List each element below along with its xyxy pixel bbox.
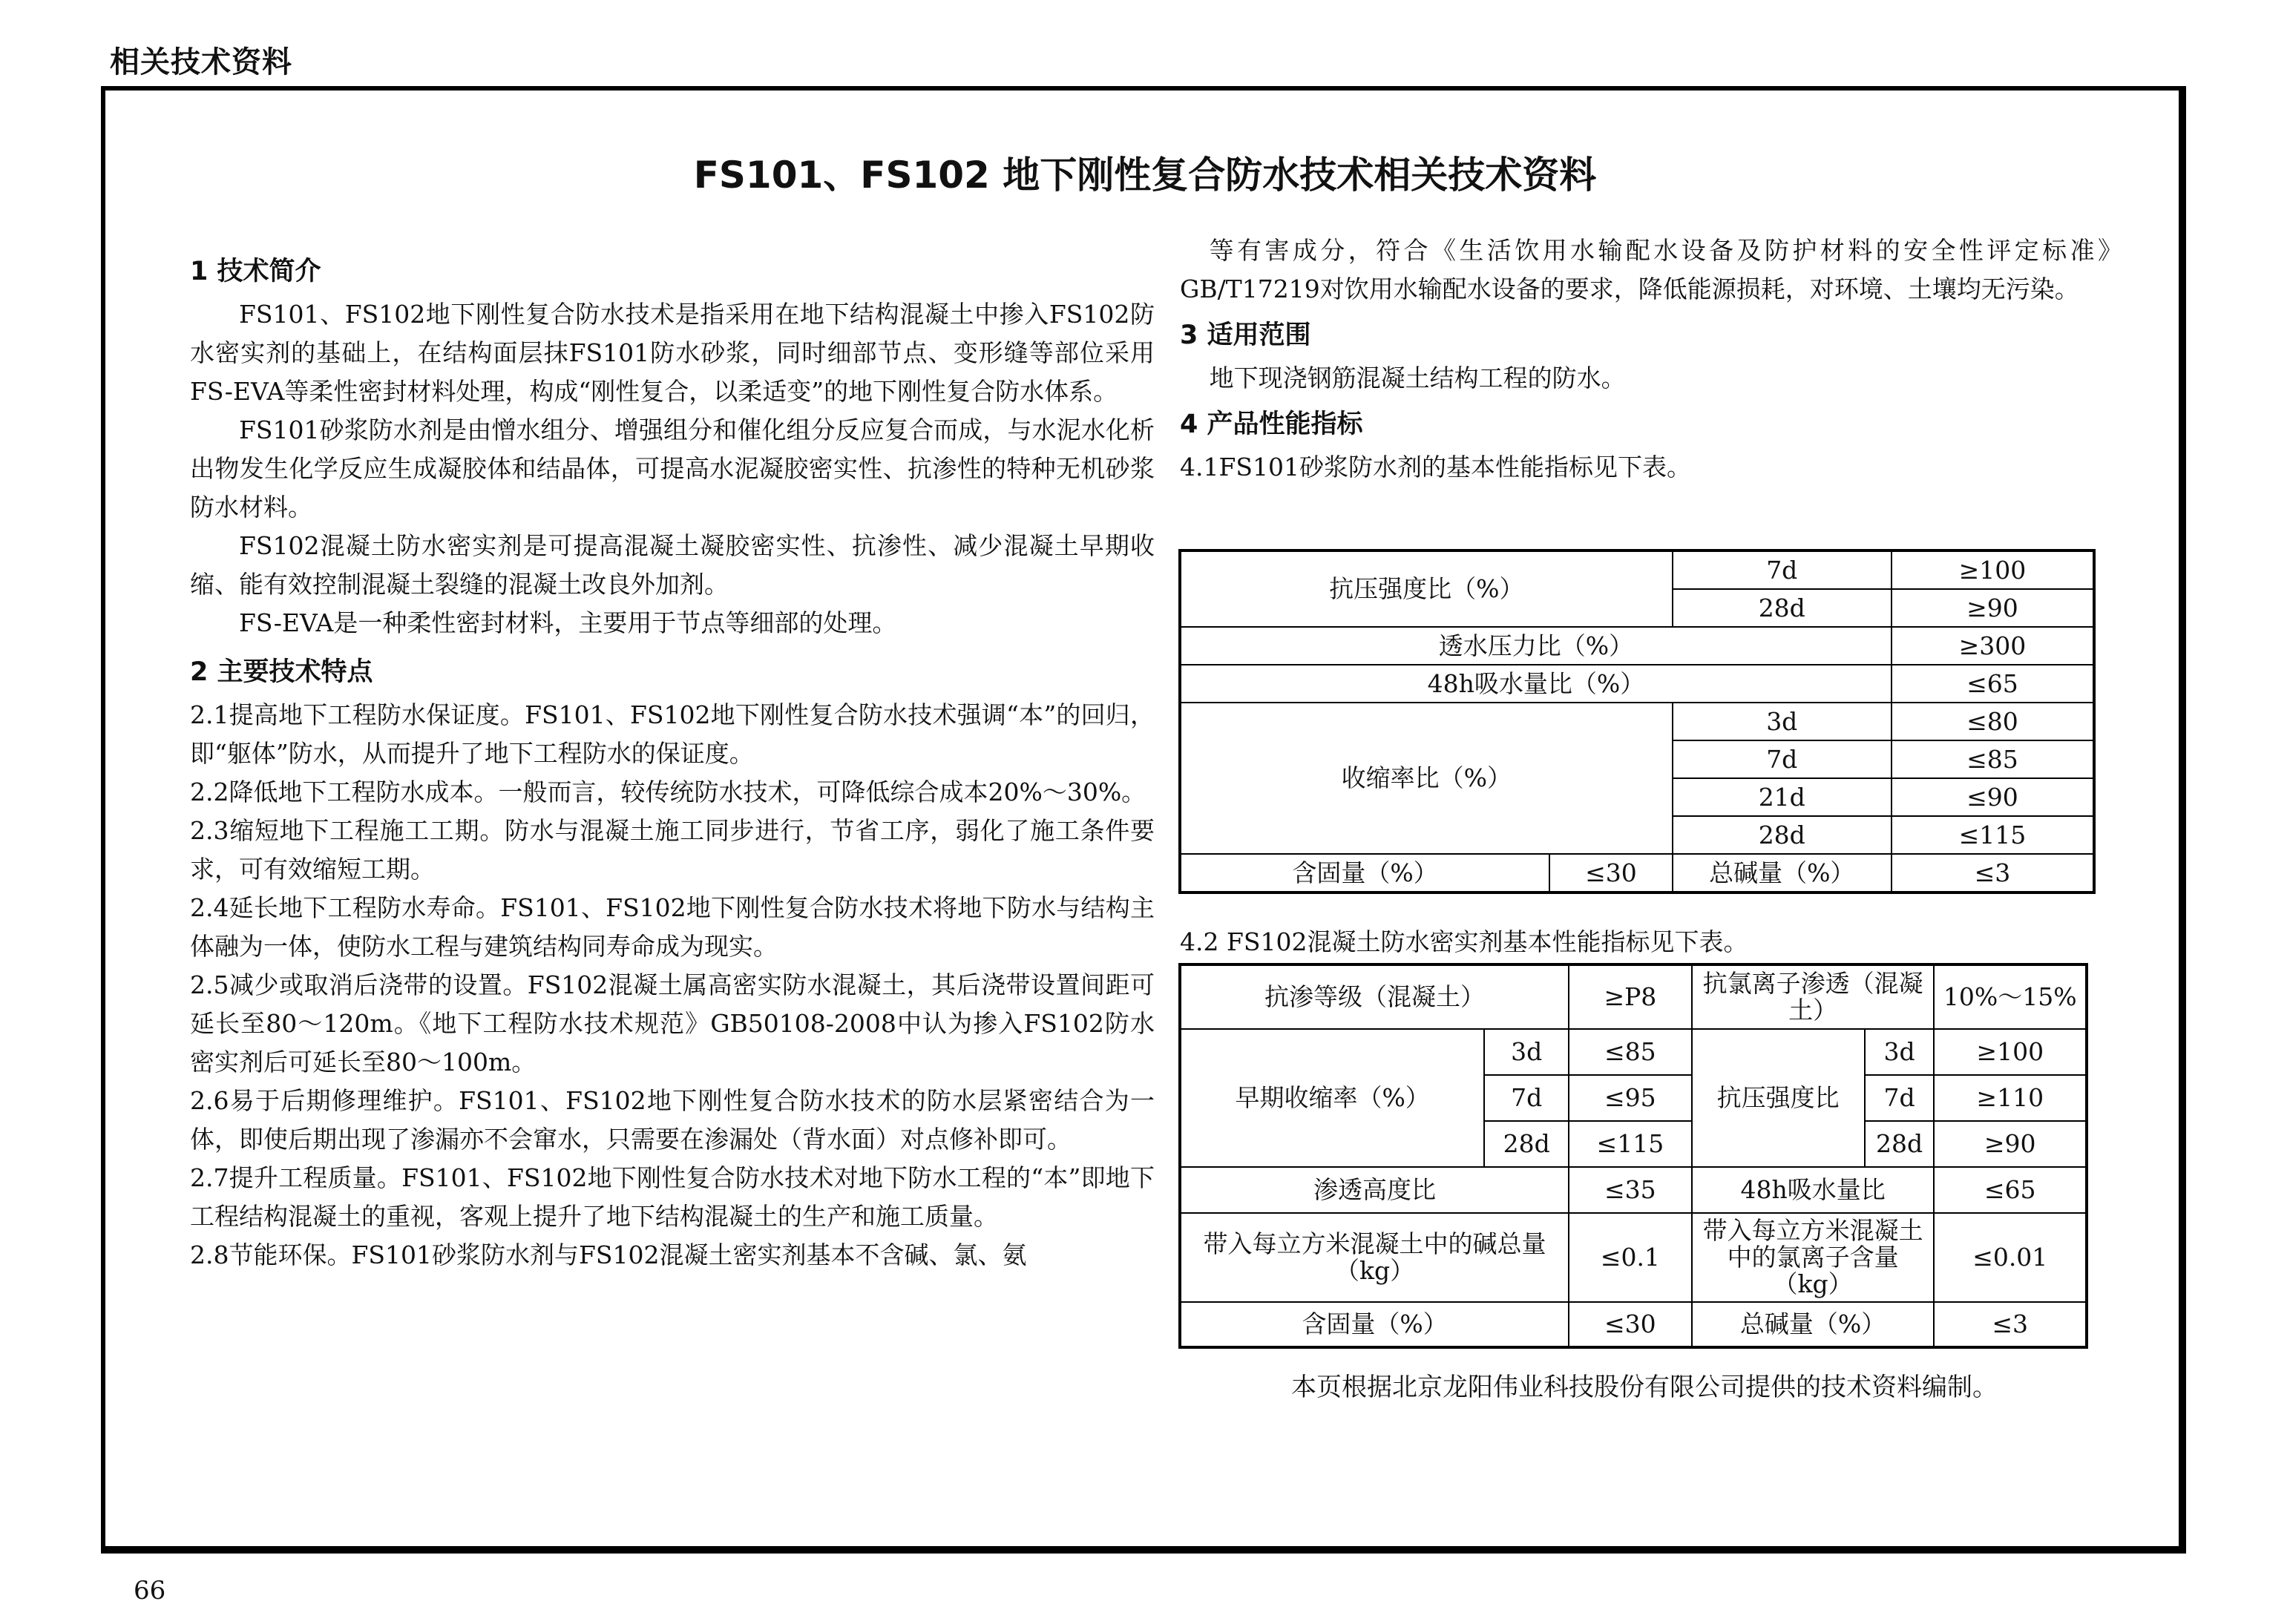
table-row (1180, 854, 2094, 892)
table-cell: 28d (1484, 1121, 1569, 1167)
table-cell: 7d (1673, 550, 1892, 589)
table-cell: ≥300 (1892, 627, 2094, 665)
paragraph: 地下现浇钢筋混凝土结构工程的防水。 (1209, 364, 1626, 392)
table-cell: ≤65 (1892, 665, 2094, 703)
table-cell: ≤95 (1569, 1075, 1692, 1121)
table-cell: ≤80 (1892, 703, 2094, 740)
list-item: 2.2降低地下工程防水成本。一般而言，较传统防水技术，可降低综合成本20%～30%。 (190, 778, 1146, 806)
table-row (1180, 1302, 2087, 1347)
table-cell: ≥110 (1934, 1075, 2087, 1121)
table-cell: 7d (1865, 1075, 1935, 1121)
section-header-label: 相关技术资料 (110, 45, 292, 79)
table-row (1180, 665, 2094, 703)
left-column (190, 245, 1155, 1275)
table-cell: ≤85 (1892, 740, 2094, 778)
fs101-spec-table (1178, 549, 2096, 894)
table-cell: ≤30 (1569, 1302, 1692, 1347)
table-row (1180, 1213, 2087, 1302)
table-cell: 抗压强度比 (1692, 1029, 1865, 1167)
table-cell: ≥P8 (1569, 964, 1692, 1029)
paragraph: FS101砂浆防水剂是由憎水组分、增强组分和催化组分反应复合而成，与水泥水化析出物发生化学反应生成凝胶体和结晶体，可提高水泥凝胶密实性、抗渗性的特种无机砂浆防水材料。 (190, 415, 1155, 522)
table-cell: ≤0.01 (1934, 1213, 2087, 1302)
table-cell: 3d (1865, 1029, 1935, 1075)
section-4-heading: 4 产品性能指标 (1180, 410, 1363, 439)
table-cell: 抗渗等级（混凝土） (1180, 964, 1569, 1029)
table-cell: 总碱量（%） (1692, 1302, 1935, 1347)
paragraph: FS101、FS102地下刚性复合防水技术是指采用在地下结构混凝土中掺入FS102防水密实剂的基础上，在结构面层抹FS101防水砂浆，同时细部节点、变形缝等部位采用FS-EVA等柔性密封材料处理，构成“刚性复合，以柔适变”的地下刚性复合防水体系。 (190, 300, 1155, 406)
table-cell: 21d (1673, 778, 1892, 816)
table-cell: 28d (1865, 1121, 1935, 1167)
list-item: 2.1提高地下工程防水保证度。FS101、FS102地下刚性复合防水技术强调“本”的回归，即“躯体”防水，从而提升了地下工程防水的保证度。 (190, 700, 1155, 768)
section-1-heading: 1 技术简介 (190, 257, 321, 286)
list-item: 2.5减少或取消后浇带的设置。FS102混凝土属高密实防水混凝土，其后浇带设置间距可延长至80～120m。《地下工程防水技术规范》GB50108-2008中认为掺入FS102防水密实剂后可延长至80～100m。 (190, 970, 1155, 1076)
table-cell: 渗透高度比 (1180, 1167, 1569, 1213)
table-cell: ≤115 (1569, 1121, 1692, 1167)
table-row (1180, 1167, 2087, 1213)
table-cell: ≥100 (1934, 1029, 2087, 1075)
table-cell: ≤0.1 (1569, 1213, 1692, 1302)
table-cell: 28d (1673, 589, 1892, 627)
table-cell: 48h吸水量比（%） (1180, 665, 1892, 703)
table-cell: 含固量（%） (1180, 1302, 1569, 1347)
table-row (1180, 627, 2094, 665)
table-cell: 3d (1673, 703, 1892, 740)
table-cell: 10%～15% (1934, 964, 2087, 1029)
paragraph: FS102混凝土防水密实剂是可提高混凝土凝胶密实性、抗渗性、减少混凝土早期收缩、能有效控制混凝土裂缝的混凝土改良外加剂。 (190, 531, 1155, 599)
table-row (1180, 964, 2087, 1029)
list-item: 2.8节能环保。FS101砂浆防水剂与FS102混凝土密实剂基本不含碱、氯、氨 (190, 1240, 1027, 1269)
table-row (1180, 703, 2094, 740)
table-cell: ≤115 (1892, 816, 2094, 854)
table-2-caption: 4.2 FS102混凝土防水密实剂基本性能指标见下表。 (1180, 927, 1748, 956)
table-cell: 48h吸水量比 (1692, 1167, 1935, 1213)
section-2-heading: 2 主要技术特点 (190, 657, 373, 687)
table-cell: ≥90 (1934, 1121, 2087, 1167)
page-number: 66 (134, 1576, 166, 1605)
table-cell: 早期收缩率（%） (1180, 1029, 1484, 1167)
table-cell: ≤65 (1934, 1167, 2087, 1213)
table-cell: ≤85 (1569, 1029, 1692, 1075)
table-cell: 28d (1673, 816, 1892, 854)
list-item: 2.3缩短地下工程施工工期。防水与混凝土施工同步进行，节省工序，弱化了施工条件要求，可有效缩短工期。 (190, 816, 1155, 884)
section-3-heading: 3 适用范围 (1180, 320, 1311, 350)
table-cell: 含固量（%） (1180, 854, 1549, 892)
source-note: 本页根据北京龙阳伟业科技股份有限公司提供的技术资料编制。 (1291, 1372, 1998, 1402)
table-1-caption: 4.1FS101砂浆防水剂的基本性能指标见下表。 (1180, 453, 1691, 481)
table-cell: ≤3 (1934, 1302, 2087, 1347)
table-cell: ≤90 (1892, 778, 2094, 816)
table-cell: 7d (1484, 1075, 1569, 1121)
list-item: 2.6易于后期修理维护。FS101、FS102地下刚性复合防水技术的防水层紧密结合为一体，即使后期出现了渗漏亦不会窜水，只需要在渗漏处（背水面）对点修补即可。 (190, 1086, 1155, 1154)
paragraph: FS-EVA是一种柔性密封材料，主要用于节点等细部的处理。 (239, 608, 897, 637)
page-title: FS101、FS102 地下刚性复合防水技术相关技术资料 (693, 154, 1597, 197)
table-cell: 收缩率比（%） (1180, 703, 1673, 854)
table-cell: 3d (1484, 1029, 1569, 1075)
right-column (1180, 231, 2122, 487)
table-row (1180, 550, 2094, 589)
table-row (1180, 1029, 2087, 1075)
table-cell: ≤30 (1549, 854, 1673, 892)
table-cell: 抗压强度比（%） (1180, 550, 1673, 627)
table-cell: 7d (1673, 740, 1892, 778)
table-cell: 透水压力比（%） (1180, 627, 1892, 665)
table-cell: ≥100 (1892, 550, 2094, 589)
table-cell: ≤35 (1569, 1167, 1692, 1213)
list-item: 2.7提升工程质量。FS101、FS102地下刚性复合防水技术对地下防水工程的“本”即地下工程结构混凝土的重视，客观上提升了地下结构混凝土的生产和施工质量。 (190, 1163, 1155, 1231)
table-cell: 总碱量（%） (1673, 854, 1892, 892)
table-cell: ≤3 (1892, 854, 2094, 892)
table-cell: 抗氯离子渗透（混凝土） (1692, 964, 1935, 1029)
fs102-spec-table (1178, 963, 2088, 1349)
table-cell: ≥90 (1892, 589, 2094, 627)
paragraph: 等有害成分，符合《生活饮用水输配水设备及防护材料的安全性评定标准》GB/T17219对饮用水输配水设备的要求，降低能源损耗，对环境、土壤均无污染。 (1180, 236, 2122, 303)
list-item: 2.4延长地下工程防水寿命。FS101、FS102地下刚性复合防水技术将地下防水与结构主体融为一体，使防水工程与建筑结构同寿命成为现实。 (190, 893, 1155, 961)
table-cell: 带入每立方米混凝土中的碱总量（kg） (1180, 1213, 1569, 1302)
table-cell: 带入每立方米混凝土中的氯离子含量（kg） (1692, 1213, 1935, 1302)
